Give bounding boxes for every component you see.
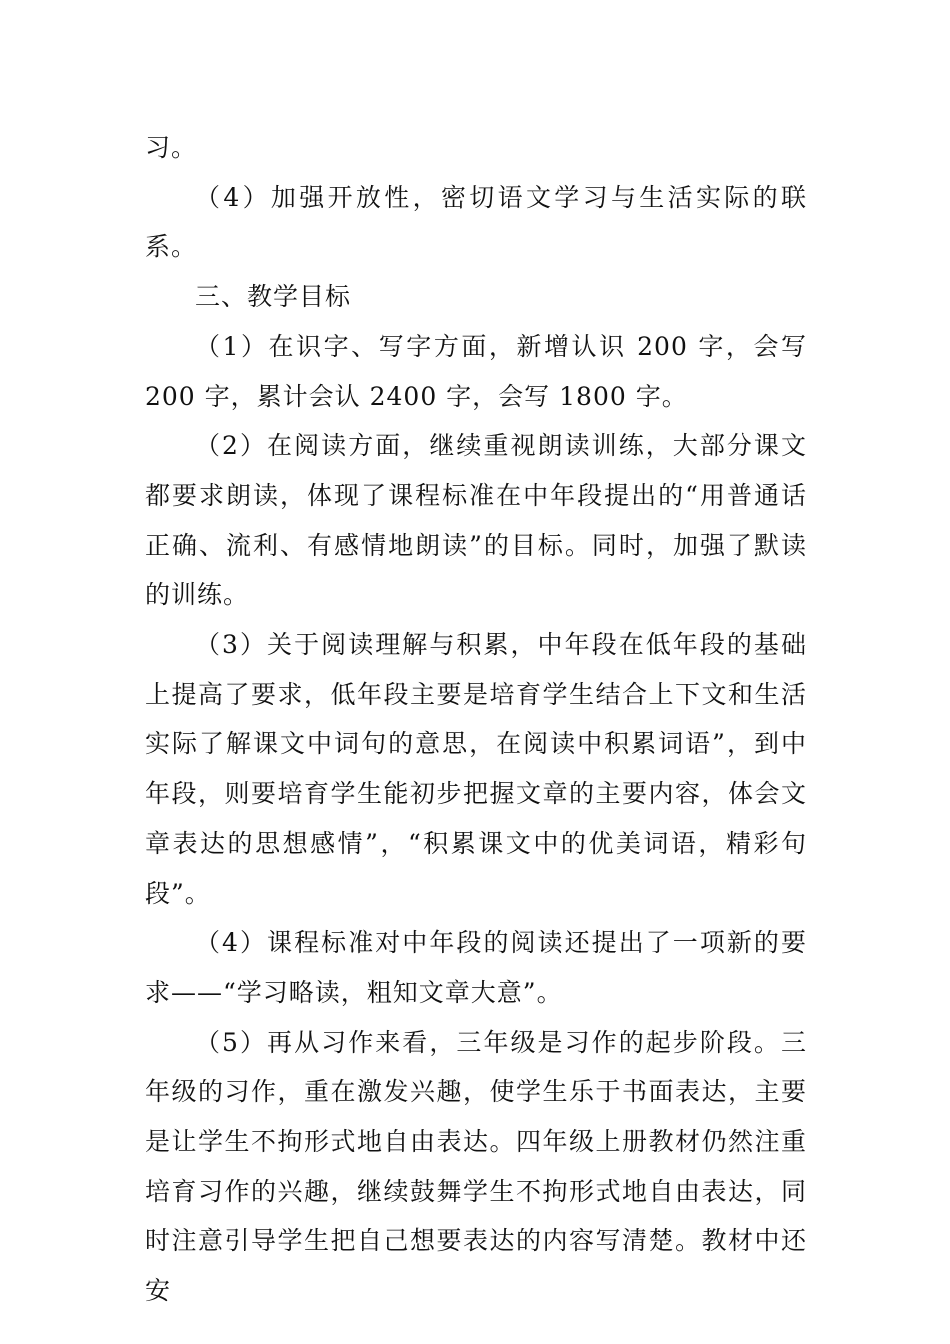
- paragraph-item-4-openness: （4）加强开放性，密切语文学习与生活实际的联系。: [145, 182, 807, 262]
- section-heading-teaching-goals: 三、教学目标: [195, 282, 352, 312]
- paragraph-goal-5-writing: （5）再从习作来看，三年级是习作的起步阶段。三年级的习作，重在激发兴趣，使学生乐于书面表达，主要是让学生不拘形式地自由表达。四年级上册教材仍然注重培育习作的兴趣，继续鼓舞学生不拘形式地自由表达，同时注意引导学生把自己想要表达的内容写清楚。教材中还安: [145, 1027, 807, 1306]
- document-body: [145, 123, 807, 1316]
- paragraph-goal-3-comprehension: （3）关于阅读理解与积累，中年段在低年段的基础上提高了要求，低年段主要是培育学生结合上下文和生活实际了解课文中词句的意思，在阅读中积累词语”，到中年段，则要培育学生能初步把握文章的主要内容，体会文章表达的思想感情”，“积累课文中的优美词语，精彩句段”。: [145, 630, 807, 908]
- paragraph-goal-4-skimming: （4）课程标准对中年段的阅读还提出了一项新的要求——“学习略读，粗知文章大意”。: [145, 928, 807, 1007]
- paragraph-goal-2-reading: （2）在阅读方面，继续重视朗读训练，大部分课文都要求朗读，体现了课程标准在中年段提出的“用普通话正确、流利、有感情地朗读”的目标。同时，加强了默读的训练。: [145, 431, 807, 610]
- paragraph-continuation: 习。: [145, 133, 198, 162]
- paragraph-goal-1-literacy: （1）在识字、写字方面，新增认识 200 字，会写 200 字，累计会认 2400 字，会写 1800 字。: [145, 331, 807, 411]
